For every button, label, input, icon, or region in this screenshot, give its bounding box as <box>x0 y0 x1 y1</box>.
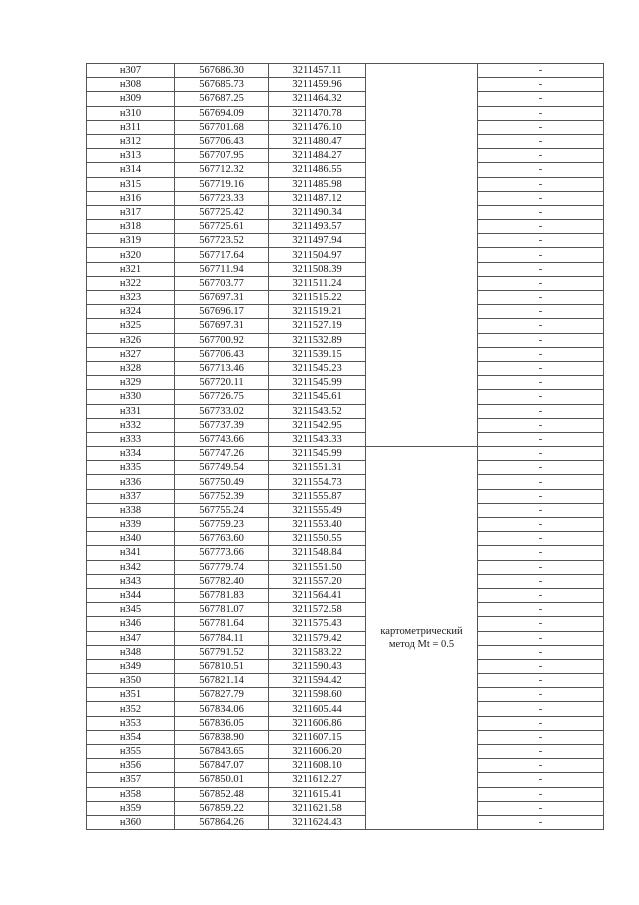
table-row <box>87 674 604 688</box>
x-coordinate-cell: 567781.07 <box>175 603 269 617</box>
table-row <box>87 716 604 730</box>
y-coordinate-cell: 3211515.22 <box>269 291 366 305</box>
table-row <box>87 191 604 205</box>
table-row <box>87 730 604 744</box>
note-cell: - <box>478 745 604 759</box>
table-row <box>87 574 604 588</box>
point-name-cell: н323 <box>87 291 175 305</box>
point-name-cell: н326 <box>87 333 175 347</box>
note-cell: - <box>478 177 604 191</box>
table-row <box>87 262 604 276</box>
y-coordinate-cell: 3211607.15 <box>269 730 366 744</box>
x-coordinate-cell: 567836.05 <box>175 716 269 730</box>
point-name-cell: н336 <box>87 475 175 489</box>
note-cell: - <box>478 78 604 92</box>
note-cell: - <box>478 815 604 829</box>
x-coordinate-cell: 567773.66 <box>175 546 269 560</box>
table-row <box>87 546 604 560</box>
note-cell: - <box>478 716 604 730</box>
y-coordinate-cell: 3211548.84 <box>269 546 366 560</box>
note-cell: - <box>478 305 604 319</box>
y-coordinate-cell: 3211539.15 <box>269 347 366 361</box>
point-name-cell: н320 <box>87 248 175 262</box>
note-cell: - <box>478 64 604 78</box>
y-coordinate-cell: 3211543.33 <box>269 432 366 446</box>
y-coordinate-cell: 3211621.58 <box>269 801 366 815</box>
note-cell: - <box>478 674 604 688</box>
note-cell: - <box>478 532 604 546</box>
table-row <box>87 92 604 106</box>
y-coordinate-cell: 3211543.52 <box>269 404 366 418</box>
y-coordinate-cell: 3211504.97 <box>269 248 366 262</box>
table-row <box>87 631 604 645</box>
y-coordinate-cell: 3211555.49 <box>269 503 366 517</box>
table-row <box>87 617 604 631</box>
table-row <box>87 134 604 148</box>
point-name-cell: н345 <box>87 603 175 617</box>
x-coordinate-cell: 567791.52 <box>175 645 269 659</box>
table-row <box>87 234 604 248</box>
y-coordinate-cell: 3211545.23 <box>269 361 366 375</box>
x-coordinate-cell: 567752.39 <box>175 489 269 503</box>
note-cell: - <box>478 688 604 702</box>
point-name-cell: н324 <box>87 305 175 319</box>
x-coordinate-cell: 567706.43 <box>175 134 269 148</box>
note-cell: - <box>478 631 604 645</box>
table-row <box>87 603 604 617</box>
y-coordinate-cell: 3211579.42 <box>269 631 366 645</box>
point-name-cell: н338 <box>87 503 175 517</box>
y-coordinate-cell: 3211545.99 <box>269 376 366 390</box>
y-coordinate-cell: 3211545.99 <box>269 447 366 461</box>
x-coordinate-cell: 567725.61 <box>175 220 269 234</box>
table-row <box>87 120 604 134</box>
x-coordinate-cell: 567821.14 <box>175 674 269 688</box>
coordinates-table-body <box>87 64 604 830</box>
x-coordinate-cell: 567847.07 <box>175 759 269 773</box>
point-name-cell: н307 <box>87 64 175 78</box>
note-cell: - <box>478 801 604 815</box>
note-cell: - <box>478 659 604 673</box>
x-coordinate-cell: 567834.06 <box>175 702 269 716</box>
x-coordinate-cell: 567838.90 <box>175 730 269 744</box>
x-coordinate-cell: 567864.26 <box>175 815 269 829</box>
point-name-cell: н356 <box>87 759 175 773</box>
note-cell: - <box>478 291 604 305</box>
x-coordinate-cell: 567779.74 <box>175 560 269 574</box>
y-coordinate-cell: 3211527.19 <box>269 319 366 333</box>
point-name-cell: н328 <box>87 361 175 375</box>
point-name-cell: н331 <box>87 404 175 418</box>
table-row <box>87 106 604 120</box>
method-cell <box>366 447 478 830</box>
point-name-cell: н322 <box>87 276 175 290</box>
table-row <box>87 276 604 290</box>
note-cell: - <box>478 248 604 262</box>
point-name-cell: н348 <box>87 645 175 659</box>
coordinates-table <box>86 63 604 830</box>
x-coordinate-cell: 567852.48 <box>175 787 269 801</box>
point-name-cell: н357 <box>87 773 175 787</box>
table-row <box>87 390 604 404</box>
x-coordinate-cell: 567726.75 <box>175 390 269 404</box>
y-coordinate-cell: 3211493.57 <box>269 220 366 234</box>
table-row <box>87 376 604 390</box>
y-coordinate-cell: 3211606.20 <box>269 745 366 759</box>
point-name-cell: н341 <box>87 546 175 560</box>
x-coordinate-cell: 567781.83 <box>175 588 269 602</box>
table-row <box>87 64 604 78</box>
y-coordinate-cell: 3211476.10 <box>269 120 366 134</box>
point-name-cell: н339 <box>87 518 175 532</box>
x-coordinate-cell: 567725.42 <box>175 205 269 219</box>
table-row <box>87 815 604 829</box>
y-coordinate-cell: 3211606.86 <box>269 716 366 730</box>
point-name-cell: н360 <box>87 815 175 829</box>
point-name-cell: н310 <box>87 106 175 120</box>
table-row <box>87 503 604 517</box>
point-name-cell: н355 <box>87 745 175 759</box>
y-coordinate-cell: 3211519.21 <box>269 305 366 319</box>
x-coordinate-cell: 567694.09 <box>175 106 269 120</box>
point-name-cell: н309 <box>87 92 175 106</box>
note-cell: - <box>478 503 604 517</box>
table-row <box>87 588 604 602</box>
y-coordinate-cell: 3211511.24 <box>269 276 366 290</box>
table-row <box>87 645 604 659</box>
note-cell: - <box>478 376 604 390</box>
table-row <box>87 404 604 418</box>
table-row <box>87 333 604 347</box>
table-row <box>87 787 604 801</box>
table-row <box>87 475 604 489</box>
point-name-cell: н314 <box>87 163 175 177</box>
y-coordinate-cell: 3211486.55 <box>269 163 366 177</box>
y-coordinate-cell: 3211470.78 <box>269 106 366 120</box>
x-coordinate-cell: 567859.22 <box>175 801 269 815</box>
x-coordinate-cell: 567749.54 <box>175 461 269 475</box>
table-row <box>87 560 604 574</box>
note-cell: - <box>478 205 604 219</box>
table-row <box>87 447 604 461</box>
y-coordinate-cell: 3211532.89 <box>269 333 366 347</box>
x-coordinate-cell: 567723.33 <box>175 191 269 205</box>
x-coordinate-cell: 567697.31 <box>175 291 269 305</box>
note-cell: - <box>478 333 604 347</box>
x-coordinate-cell: 567781.64 <box>175 617 269 631</box>
note-cell: - <box>478 730 604 744</box>
point-name-cell: н346 <box>87 617 175 631</box>
point-name-cell: н359 <box>87 801 175 815</box>
y-coordinate-cell: 3211557.20 <box>269 574 366 588</box>
y-coordinate-cell: 3211553.40 <box>269 518 366 532</box>
y-coordinate-cell: 3211551.50 <box>269 560 366 574</box>
note-cell: - <box>478 262 604 276</box>
y-coordinate-cell: 3211457.11 <box>269 64 366 78</box>
table-row <box>87 177 604 191</box>
note-cell: - <box>478 92 604 106</box>
y-coordinate-cell: 3211575.43 <box>269 617 366 631</box>
x-coordinate-cell: 567720.11 <box>175 376 269 390</box>
x-coordinate-cell: 567687.25 <box>175 92 269 106</box>
table-row <box>87 745 604 759</box>
point-name-cell: н325 <box>87 319 175 333</box>
y-coordinate-cell: 3211572.58 <box>269 603 366 617</box>
point-name-cell: н318 <box>87 220 175 234</box>
point-name-cell: н321 <box>87 262 175 276</box>
x-coordinate-cell: 567697.31 <box>175 319 269 333</box>
x-coordinate-cell: 567696.17 <box>175 305 269 319</box>
point-name-cell: н329 <box>87 376 175 390</box>
note-cell: - <box>478 220 604 234</box>
y-coordinate-cell: 3211598.60 <box>269 688 366 702</box>
y-coordinate-cell: 3211564.41 <box>269 588 366 602</box>
y-coordinate-cell: 3211612.27 <box>269 773 366 787</box>
y-coordinate-cell: 3211551.31 <box>269 461 366 475</box>
point-name-cell: н342 <box>87 560 175 574</box>
point-name-cell: н319 <box>87 234 175 248</box>
x-coordinate-cell: 567713.46 <box>175 361 269 375</box>
point-name-cell: н313 <box>87 149 175 163</box>
x-coordinate-cell: 567719.16 <box>175 177 269 191</box>
table-row <box>87 319 604 333</box>
y-coordinate-cell: 3211555.87 <box>269 489 366 503</box>
point-name-cell: н311 <box>87 120 175 134</box>
point-name-cell: н332 <box>87 418 175 432</box>
y-coordinate-cell: 3211487.12 <box>269 191 366 205</box>
note-cell: - <box>478 588 604 602</box>
x-coordinate-cell: 567782.40 <box>175 574 269 588</box>
x-coordinate-cell: 567755.24 <box>175 503 269 517</box>
x-coordinate-cell: 567747.26 <box>175 447 269 461</box>
table-row <box>87 418 604 432</box>
table-row <box>87 518 604 532</box>
point-name-cell: н308 <box>87 78 175 92</box>
y-coordinate-cell: 3211464.32 <box>269 92 366 106</box>
x-coordinate-cell: 567763.60 <box>175 532 269 546</box>
note-cell: - <box>478 560 604 574</box>
point-name-cell: н317 <box>87 205 175 219</box>
table-row <box>87 759 604 773</box>
note-cell: - <box>478 418 604 432</box>
x-coordinate-cell: 567717.64 <box>175 248 269 262</box>
note-cell: - <box>478 702 604 716</box>
x-coordinate-cell: 567701.68 <box>175 120 269 134</box>
x-coordinate-cell: 567759.23 <box>175 518 269 532</box>
point-name-cell: н312 <box>87 134 175 148</box>
y-coordinate-cell: 3211485.98 <box>269 177 366 191</box>
table-row <box>87 801 604 815</box>
point-name-cell: н330 <box>87 390 175 404</box>
point-name-cell: н354 <box>87 730 175 744</box>
y-coordinate-cell: 3211545.61 <box>269 390 366 404</box>
y-coordinate-cell: 3211594.42 <box>269 674 366 688</box>
point-name-cell: н334 <box>87 447 175 461</box>
note-cell: - <box>478 191 604 205</box>
x-coordinate-cell: 567686.30 <box>175 64 269 78</box>
table-row <box>87 702 604 716</box>
point-name-cell: н327 <box>87 347 175 361</box>
x-coordinate-cell: 567850.01 <box>175 773 269 787</box>
method-cell-empty <box>366 64 478 447</box>
table-row <box>87 248 604 262</box>
y-coordinate-cell: 3211624.43 <box>269 815 366 829</box>
y-coordinate-cell: 3211490.34 <box>269 205 366 219</box>
y-coordinate-cell: 3211459.96 <box>269 78 366 92</box>
note-cell: - <box>478 461 604 475</box>
x-coordinate-cell: 567723.52 <box>175 234 269 248</box>
x-coordinate-cell: 567810.51 <box>175 659 269 673</box>
y-coordinate-cell: 3211497.94 <box>269 234 366 248</box>
point-name-cell: н358 <box>87 787 175 801</box>
table-row <box>87 220 604 234</box>
note-cell: - <box>478 149 604 163</box>
x-coordinate-cell: 567703.77 <box>175 276 269 290</box>
x-coordinate-cell: 567784.11 <box>175 631 269 645</box>
table-row <box>87 461 604 475</box>
point-name-cell: н340 <box>87 532 175 546</box>
point-name-cell: н353 <box>87 716 175 730</box>
x-coordinate-cell: 567711.94 <box>175 262 269 276</box>
point-name-cell: н350 <box>87 674 175 688</box>
point-name-cell: н347 <box>87 631 175 645</box>
note-cell: - <box>478 759 604 773</box>
x-coordinate-cell: 567685.73 <box>175 78 269 92</box>
note-cell: - <box>478 773 604 787</box>
y-coordinate-cell: 3211583.22 <box>269 645 366 659</box>
table-row <box>87 78 604 92</box>
table-row <box>87 305 604 319</box>
point-name-cell: н343 <box>87 574 175 588</box>
y-coordinate-cell: 3211608.10 <box>269 759 366 773</box>
note-cell: - <box>478 234 604 248</box>
note-cell: - <box>478 574 604 588</box>
point-name-cell: н351 <box>87 688 175 702</box>
x-coordinate-cell: 567712.32 <box>175 163 269 177</box>
note-cell: - <box>478 120 604 134</box>
table-row <box>87 291 604 305</box>
table-row <box>87 489 604 503</box>
y-coordinate-cell: 3211542.95 <box>269 418 366 432</box>
x-coordinate-cell: 567737.39 <box>175 418 269 432</box>
x-coordinate-cell: 567827.79 <box>175 688 269 702</box>
note-cell: - <box>478 106 604 120</box>
note-cell: - <box>478 617 604 631</box>
point-name-cell: н337 <box>87 489 175 503</box>
x-coordinate-cell: 567700.92 <box>175 333 269 347</box>
y-coordinate-cell: 3211590.43 <box>269 659 366 673</box>
method-label-line1: картометрический <box>380 626 463 638</box>
method-label-line2: метод Mt = 0.5 <box>388 639 455 651</box>
x-coordinate-cell: 567707.95 <box>175 149 269 163</box>
note-cell: - <box>478 447 604 461</box>
y-coordinate-cell: 3211605.44 <box>269 702 366 716</box>
point-name-cell: н315 <box>87 177 175 191</box>
point-name-cell: н335 <box>87 461 175 475</box>
note-cell: - <box>478 276 604 290</box>
note-cell: - <box>478 489 604 503</box>
point-name-cell: н316 <box>87 191 175 205</box>
table-row <box>87 659 604 673</box>
table-row <box>87 773 604 787</box>
x-coordinate-cell: 567743.66 <box>175 432 269 446</box>
x-coordinate-cell: 567733.02 <box>175 404 269 418</box>
table-row <box>87 347 604 361</box>
point-name-cell: н349 <box>87 659 175 673</box>
note-cell: - <box>478 319 604 333</box>
x-coordinate-cell: 567750.49 <box>175 475 269 489</box>
note-cell: - <box>478 404 604 418</box>
table-row <box>87 361 604 375</box>
x-coordinate-cell: 567843.65 <box>175 745 269 759</box>
table-row <box>87 163 604 177</box>
y-coordinate-cell: 3211615.41 <box>269 787 366 801</box>
table-row <box>87 149 604 163</box>
note-cell: - <box>478 603 604 617</box>
note-cell: - <box>478 163 604 177</box>
point-name-cell: н344 <box>87 588 175 602</box>
y-coordinate-cell: 3211550.55 <box>269 532 366 546</box>
note-cell: - <box>478 546 604 560</box>
note-cell: - <box>478 390 604 404</box>
point-name-cell: н352 <box>87 702 175 716</box>
y-coordinate-cell: 3211554.73 <box>269 475 366 489</box>
note-cell: - <box>478 475 604 489</box>
note-cell: - <box>478 361 604 375</box>
table-row <box>87 532 604 546</box>
table-row <box>87 688 604 702</box>
table-row <box>87 205 604 219</box>
note-cell: - <box>478 347 604 361</box>
point-name-cell: н333 <box>87 432 175 446</box>
table-row <box>87 432 604 446</box>
note-cell: - <box>478 787 604 801</box>
y-coordinate-cell: 3211484.27 <box>269 149 366 163</box>
note-cell: - <box>478 645 604 659</box>
note-cell: - <box>478 432 604 446</box>
y-coordinate-cell: 3211480.47 <box>269 134 366 148</box>
x-coordinate-cell: 567706.43 <box>175 347 269 361</box>
y-coordinate-cell: 3211508.39 <box>269 262 366 276</box>
note-cell: - <box>478 518 604 532</box>
note-cell: - <box>478 134 604 148</box>
